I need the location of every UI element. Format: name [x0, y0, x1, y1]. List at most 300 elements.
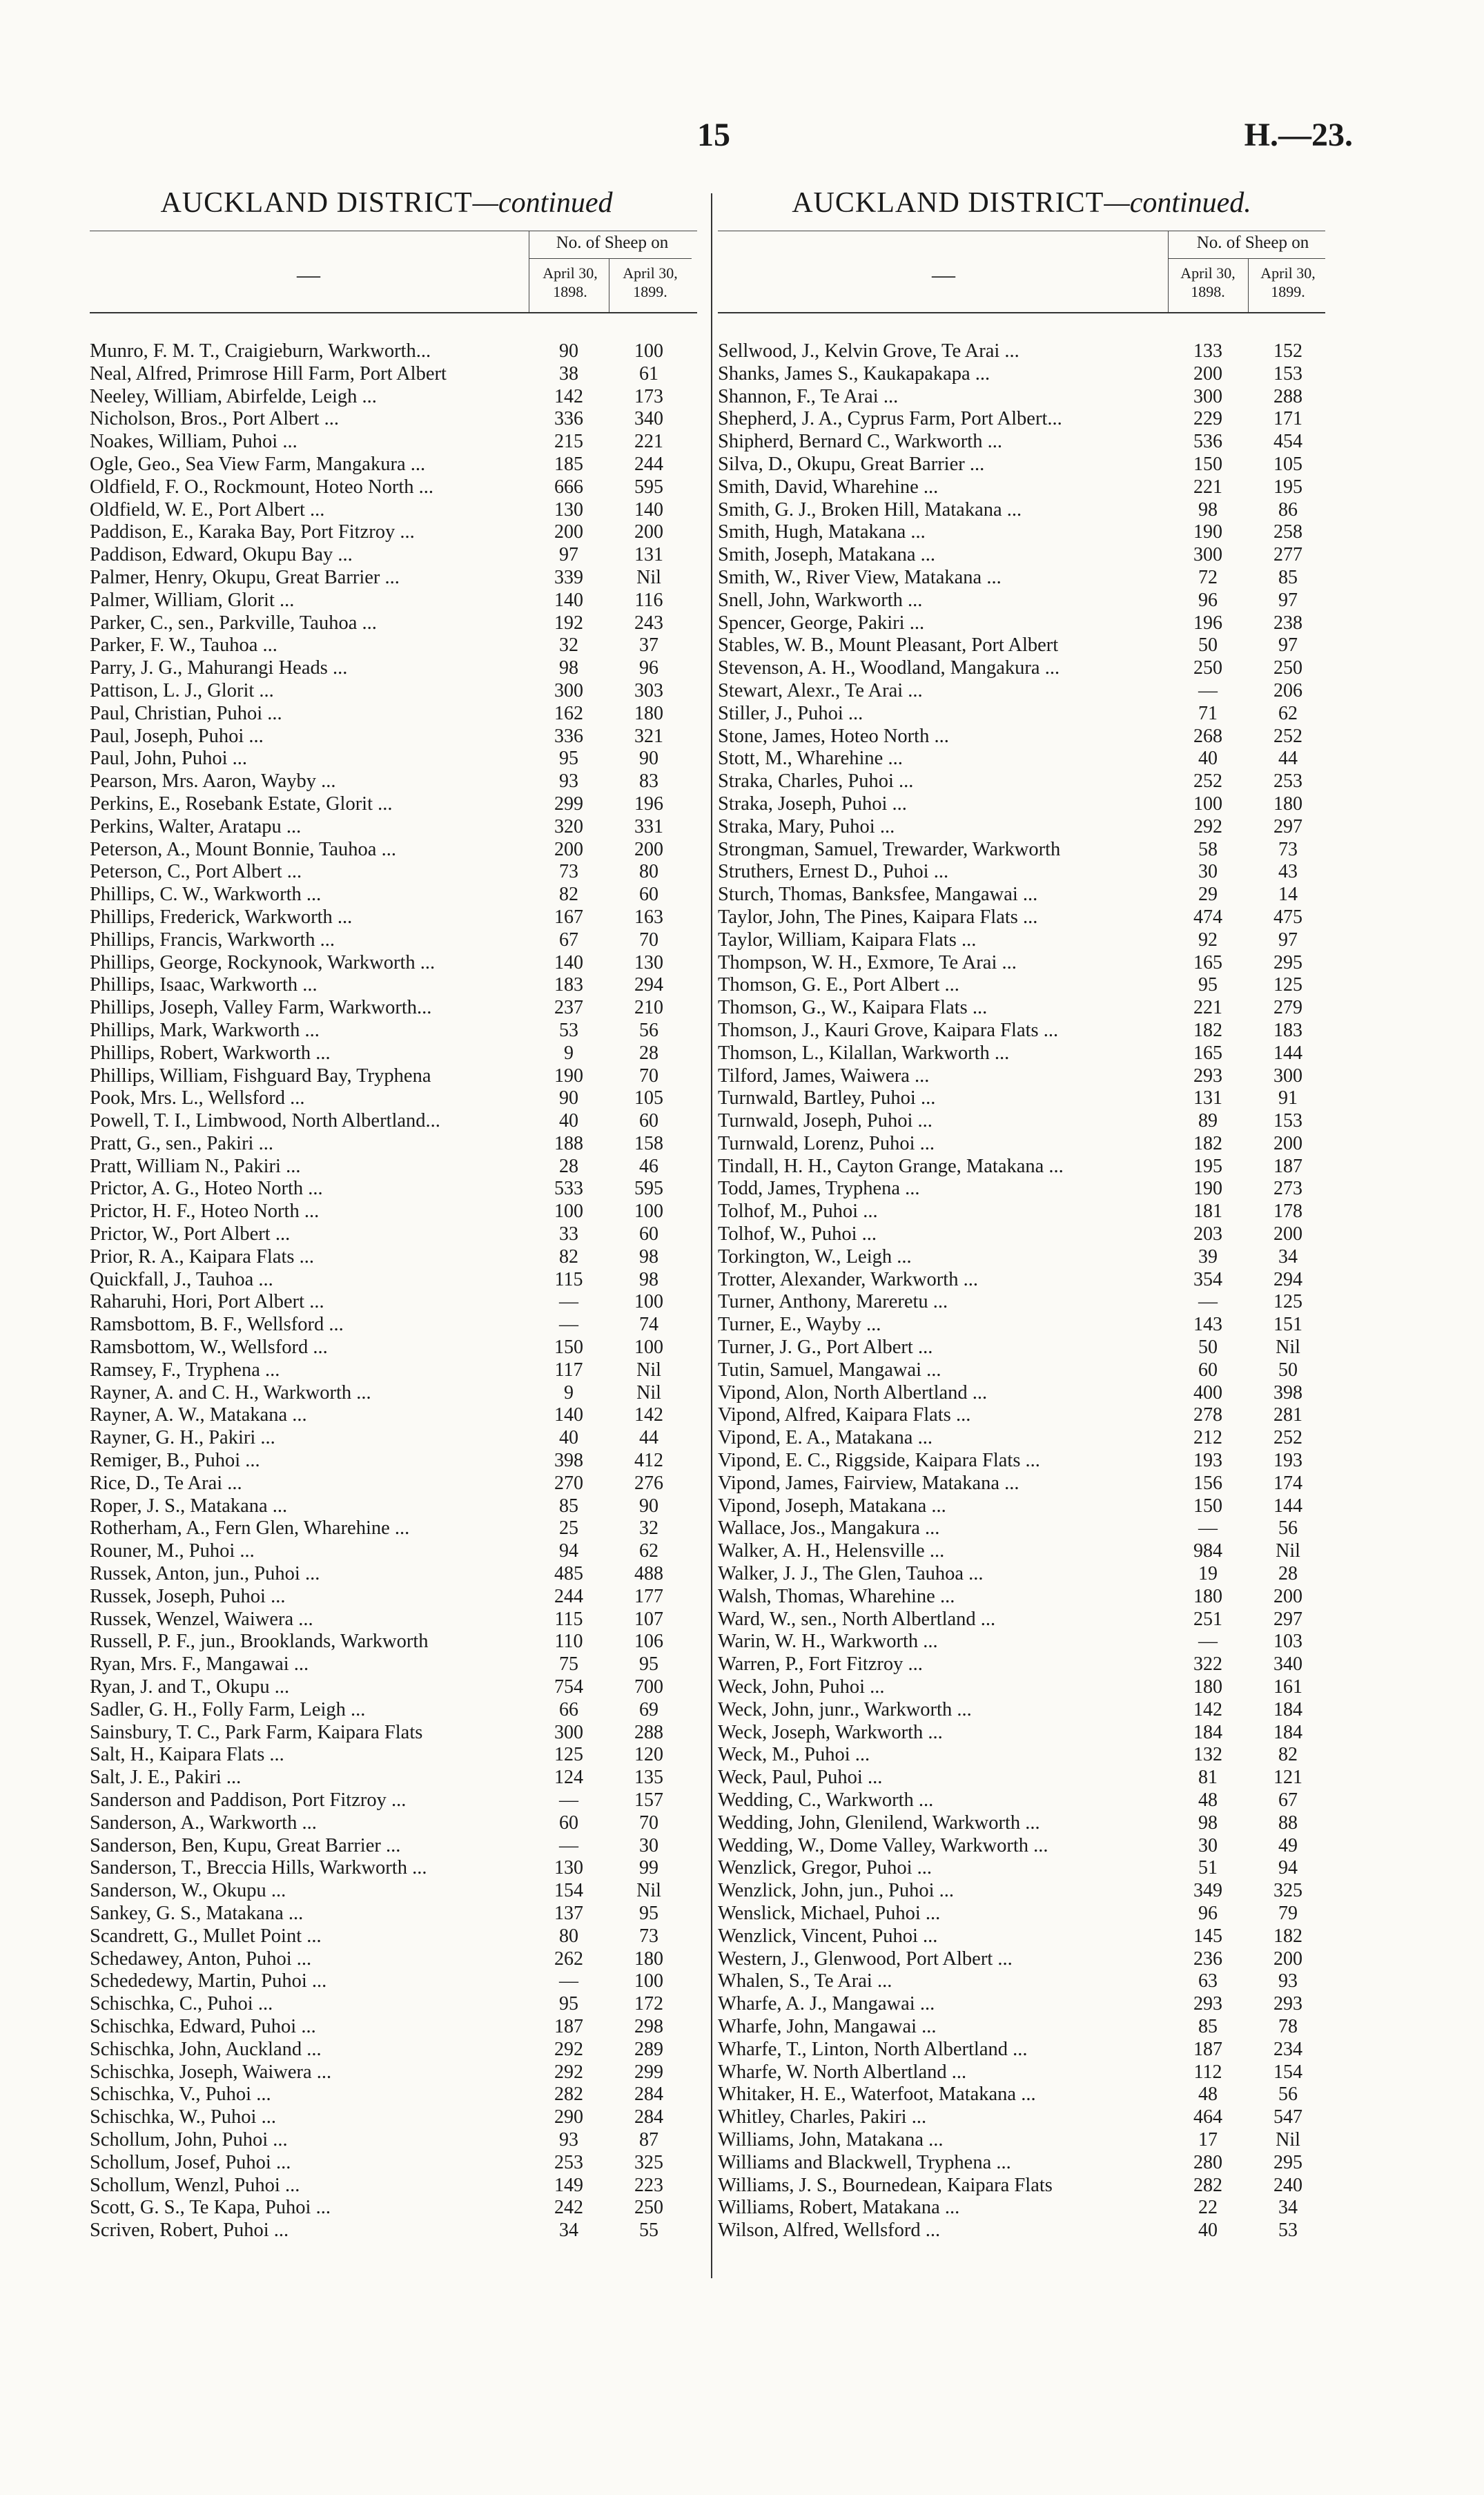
- sheep-1899: 321: [634, 725, 663, 747]
- owner-name: Whalen, S., Te Arai ...: [718, 1970, 892, 1992]
- sheep-1899: 325: [634, 2151, 663, 2173]
- sheep-1899: 70: [639, 1065, 658, 1087]
- sheep-1899: 288: [1273, 385, 1302, 407]
- sheep-1899: 195: [1273, 476, 1302, 498]
- sheep-1899: 243: [634, 612, 663, 634]
- sheep-1899: 100: [634, 1201, 663, 1223]
- sheep-1899: 325: [1273, 1880, 1302, 1902]
- owner-name: Ward, W., sen., North Albertland ...: [718, 1608, 996, 1630]
- sheep-1898: 293: [1193, 1065, 1222, 1087]
- owner-name: Russell, P. F., jun., Brooklands, Warkworth: [90, 1631, 429, 1653]
- sheep-1899: 475: [1273, 906, 1302, 928]
- sheep-1898: 190: [1193, 1178, 1222, 1200]
- sheep-1898: 39: [1198, 1245, 1218, 1268]
- sheep-1899: 99: [639, 1857, 658, 1879]
- sheep-1899: 34: [1278, 2197, 1298, 2219]
- owner-name: Smith, G. J., Broken Hill, Matakana ...: [718, 498, 1022, 521]
- sheep-1898: 73: [559, 861, 578, 883]
- sheep-1898: 984: [1193, 1540, 1222, 1562]
- owner-name: Raharuhi, Hori, Port Albert ...: [90, 1291, 324, 1313]
- sheep-1899: 184: [1273, 1698, 1302, 1720]
- owner-name: Parker, F. W., Tauhoa ...: [90, 634, 277, 657]
- sheep-1899: 252: [1273, 1427, 1302, 1449]
- owner-name: Todd, James, Tryphena ...: [718, 1178, 920, 1200]
- sheep-1899: 61: [639, 362, 658, 385]
- sheep-1899: 62: [1278, 702, 1298, 724]
- sheep-1898: 180: [1193, 1585, 1222, 1607]
- sheep-1898: —: [559, 1789, 578, 1811]
- sheep-1899: 83: [639, 770, 658, 793]
- owner-name: Thomson, G., W., Kaipara Flats ...: [718, 997, 988, 1019]
- owner-name: Ramsbottom, W., Wellsford ...: [90, 1337, 328, 1359]
- owner-name: Ogle, Geo., Sea View Farm, Mangakura ...: [90, 453, 426, 475]
- sheep-1898: 132: [1193, 1744, 1222, 1766]
- sheep-1899: 273: [1273, 1178, 1302, 1200]
- sheep-1899: 55: [639, 2220, 658, 2242]
- owner-name: Wedding, John, Glenilend, Warkworth ...: [718, 1812, 1040, 1834]
- owner-name: Schischka, C., Puhoi ...: [90, 1993, 273, 2015]
- owner-name: Weck, John, junr., Warkworth ...: [718, 1698, 972, 1720]
- sheep-1898: 17: [1198, 2128, 1218, 2151]
- year-1898-header: [530, 264, 610, 301]
- sheep-1899: 73: [1278, 838, 1298, 860]
- year-header-line: 1899.: [1271, 283, 1305, 300]
- sheep-1898: 354: [1193, 1268, 1222, 1290]
- sheep-1898: 48: [1198, 2084, 1218, 2106]
- owner-name: Wedding, W., Dome Valley, Warkworth ...: [718, 1834, 1048, 1856]
- owner-name: Salt, J. E., Pakiri ...: [90, 1767, 242, 1789]
- sheep-1898: —: [559, 1970, 578, 1992]
- owner-name: Tolhof, M., Puhoi ...: [718, 1201, 878, 1223]
- owner-name: Perkins, Walter, Aratapu ...: [90, 815, 302, 837]
- year-1899-header: [610, 264, 690, 301]
- sheep-1898: 200: [554, 521, 583, 543]
- owner-name: Prictor, W., Port Albert ...: [90, 1223, 291, 1245]
- owner-name: Palmer, Henry, Okupu, Great Barrier ...: [90, 566, 400, 588]
- sheep-1899: 135: [634, 1767, 663, 1789]
- sheep-1898: 38: [559, 362, 578, 385]
- sheep-1898: 188: [554, 1132, 583, 1154]
- sheep-1898: 200: [554, 838, 583, 860]
- sheep-1898: 336: [554, 725, 583, 747]
- owner-name: Vipond, Joseph, Matakana ...: [718, 1495, 946, 1517]
- sheep-1899: 295: [1273, 2151, 1302, 2173]
- sheep-1899: 60: [639, 1110, 658, 1132]
- sheep-1898: 50: [1198, 634, 1218, 657]
- sheep-1898: 533: [554, 1178, 583, 1200]
- sheep-1898: —: [1198, 1631, 1218, 1653]
- sheep-1898: 251: [1193, 1608, 1222, 1630]
- sheep-1898: 30: [1198, 861, 1218, 883]
- owner-name: Taylor, John, The Pines, Kaipara Flats ...: [718, 906, 1038, 928]
- sheep-1899: 44: [639, 1427, 658, 1449]
- sheep-1898: 60: [1198, 1359, 1218, 1381]
- owner-name: Schischka, W., Puhoi ...: [90, 2106, 276, 2128]
- sheep-1898: 95: [559, 748, 578, 770]
- sheep-1899: 488: [634, 1563, 663, 1585]
- owner-name: Paul, John, Puhoi ...: [90, 748, 248, 770]
- sheep-1899: 152: [1273, 340, 1302, 362]
- sheep-1898: 100: [1193, 793, 1222, 815]
- sheep-1898: 30: [1198, 1834, 1218, 1856]
- sheep-1898: 85: [559, 1495, 578, 1517]
- header-bottom-rule: [90, 312, 697, 313]
- owner-name: Turner, Anthony, Mareretu ...: [718, 1291, 948, 1313]
- owner-name: Noakes, William, Puhoi ...: [90, 431, 297, 453]
- sheep-1899: 180: [1273, 793, 1302, 815]
- sheep-1898: 229: [1193, 408, 1222, 430]
- sheep-1899: 69: [639, 1698, 658, 1720]
- owner-name: Munro, F. M. T., Craigieburn, Warkworth...: [90, 340, 431, 362]
- sheep-1898: 464: [1193, 2106, 1222, 2128]
- owner-name: Turnwald, Bartley, Puhoi ...: [718, 1087, 936, 1109]
- sheep-1899: 200: [634, 521, 663, 543]
- owner-name: Salt, H., Kaipara Flats ...: [90, 1744, 284, 1766]
- owner-name: Ryan, J. and T., Okupu ...: [90, 1676, 290, 1698]
- owner-name: Shanks, James S., Kaukapakapa ...: [718, 362, 990, 385]
- sheep-1899: 234: [1273, 2038, 1302, 2060]
- sheep-1898: 110: [554, 1631, 583, 1653]
- sheep-1899: 86: [1278, 498, 1298, 521]
- owner-name: Sanderson, A., Warkworth ...: [90, 1812, 317, 1834]
- sheep-1899: 295: [1273, 951, 1302, 973]
- sheep-1899: 56: [1278, 1517, 1298, 1540]
- sheep-1898: 40: [1198, 2220, 1218, 2242]
- sheep-1899: 240: [1273, 2174, 1302, 2196]
- owner-name: Wallace, Jos., Mangakura ...: [718, 1517, 940, 1540]
- owner-name: Phillips, C. W., Warkworth ...: [90, 884, 322, 906]
- sheep-1899: 37: [639, 634, 658, 657]
- sheep-1899: 82: [1278, 1744, 1298, 1766]
- owner-name: Phillips, Mark, Warkworth ...: [90, 1019, 320, 1041]
- owner-name: Stiller, J., Puhoi ...: [718, 702, 863, 724]
- sheep-1898: 181: [1193, 1201, 1222, 1223]
- sheep-1898: 154: [554, 1880, 583, 1902]
- sheep-1899: 87: [639, 2128, 658, 2151]
- sheep-1899: 163: [634, 906, 663, 928]
- sheep-1898: 32: [559, 634, 578, 657]
- sheep-1899: 178: [1273, 1201, 1302, 1223]
- sheep-1899: 60: [639, 884, 658, 906]
- sheep-1899: 180: [634, 702, 663, 724]
- sheep-1898: 150: [1193, 1495, 1222, 1517]
- sheep-1899: 253: [1273, 770, 1302, 793]
- owner-name: Phillips, Robert, Warkworth ...: [90, 1042, 331, 1064]
- owner-name: Torkington, W., Leigh ...: [718, 1245, 912, 1268]
- sheep-1899: 180: [634, 1948, 663, 1970]
- sheep-1899: 250: [634, 2197, 663, 2219]
- sheep-1899: 331: [634, 815, 663, 837]
- sheep-count-header: No. of Sheep on: [1196, 233, 1309, 252]
- sheep-1898: 221: [1193, 476, 1222, 498]
- sheep-1898: 95: [1198, 974, 1218, 996]
- sheep-1899: 97: [1278, 929, 1298, 951]
- sheep-1899: 154: [1273, 2061, 1302, 2083]
- owner-name: Whitaker, H. E., Waterfoot, Matakana ...: [718, 2084, 1036, 2106]
- sheep-1899: 174: [1273, 1472, 1302, 1494]
- sheep-1899: 125: [1273, 974, 1302, 996]
- sheep-1899: 161: [1273, 1676, 1302, 1698]
- sheep-1898: 262: [554, 1948, 583, 1970]
- sheep-1898: 137: [554, 1902, 583, 1924]
- sheep-1899: 107: [634, 1608, 663, 1630]
- sheep-1899: 30: [639, 1834, 658, 1856]
- owner-name: Weck, John, Puhoi ...: [718, 1676, 885, 1698]
- heading-text: AUCKLAND DISTRICT: [792, 187, 1104, 219]
- owner-name: Weck, Paul, Puhoi ...: [718, 1767, 883, 1789]
- sheep-1898: 268: [1193, 725, 1222, 747]
- sheep-1899: Nil: [1276, 2128, 1300, 2151]
- sheep-1898: 140: [554, 1404, 583, 1426]
- sheep-1898: 292: [1193, 815, 1222, 837]
- sheep-1899: 412: [634, 1450, 663, 1472]
- sheep-1898: 9: [564, 1042, 574, 1064]
- header-bottom-rule: [718, 312, 1325, 313]
- sheep-1899: Nil: [636, 1359, 661, 1381]
- sheep-1898: 250: [1193, 657, 1222, 679]
- sheep-1898: 130: [554, 498, 583, 521]
- sheep-1899: 73: [639, 1925, 658, 1947]
- sheep-1899: 298: [634, 2015, 663, 2037]
- sheep-1899: 93: [1278, 1970, 1298, 1992]
- sheep-1898: 242: [554, 2197, 583, 2219]
- sheep-1898: 236: [1193, 1948, 1222, 1970]
- owner-name: Schischka, Joseph, Waiwera ...: [90, 2061, 332, 2083]
- sheep-1899: 300: [1273, 1065, 1302, 1087]
- sheep-1898: 9: [564, 1381, 574, 1404]
- sheep-1898: 200: [1193, 362, 1222, 385]
- sheep-1898: 203: [1193, 1223, 1222, 1245]
- sheep-1899: 56: [1278, 2084, 1298, 2106]
- owner-name: Stott, M., Wharehine ...: [718, 748, 903, 770]
- owner-name: Phillips, Frederick, Warkworth ...: [90, 906, 353, 928]
- owner-name: Stewart, Alexr., Te Arai ...: [718, 679, 923, 701]
- sheep-1898: 474: [1193, 906, 1222, 928]
- owner-name: Pattison, L. J., Glorit ...: [90, 679, 274, 701]
- owner-name: Phillips, Joseph, Valley Farm, Warkworth...: [90, 997, 432, 1019]
- sheep-1898: 190: [1193, 521, 1222, 543]
- owner-name: Pratt, William N., Pakiri ...: [90, 1155, 301, 1177]
- owner-name: Tilford, James, Waiwera ...: [718, 1065, 930, 1087]
- heading-text: AUCKLAND DISTRICT: [160, 187, 473, 219]
- sheep-1899: 14: [1278, 884, 1298, 906]
- sheep-1898: 282: [1193, 2174, 1222, 2196]
- owner-name: Vipond, Alfred, Kaipara Flats ...: [718, 1404, 971, 1426]
- owner-name: Russek, Wenzel, Waiwera ...: [90, 1608, 313, 1630]
- sheep-1899: 547: [1273, 2106, 1302, 2128]
- sheep-1898: 349: [1193, 1880, 1222, 1902]
- sheep-1899: 100: [634, 1291, 663, 1313]
- owner-name: Rayner, A. and C. H., Warkworth ...: [90, 1381, 371, 1404]
- sheep-1898: 58: [1198, 838, 1218, 860]
- sheep-1898: 167: [554, 906, 583, 928]
- sheep-1898: —: [1198, 1517, 1218, 1540]
- owner-name: Scriven, Robert, Puhoi ...: [90, 2220, 289, 2242]
- owner-name: Paddison, Edward, Okupu Bay ...: [90, 544, 353, 566]
- sheep-1898: 98: [559, 657, 578, 679]
- sheep-1899: 67: [1278, 1789, 1298, 1811]
- owner-name: Turnwald, Lorenz, Puhoi ...: [718, 1132, 935, 1154]
- owner-name: Schollum, Wenzl, Puhoi ...: [90, 2174, 300, 2196]
- sheep-1898: —: [559, 1291, 578, 1313]
- sheep-1899: 98: [639, 1245, 658, 1268]
- sheep-1899: 70: [639, 1812, 658, 1834]
- sheep-1898: 95: [559, 1993, 578, 2015]
- owner-name: Silva, D., Okupu, Great Barrier ...: [718, 453, 985, 475]
- sheep-1899: 200: [1273, 1223, 1302, 1245]
- owner-name: Stables, W. B., Mount Pleasant, Port Albert: [718, 634, 1059, 657]
- owner-name: Tolhof, W., Puhoi ...: [718, 1223, 877, 1245]
- sheep-1898: 130: [554, 1857, 583, 1879]
- sheep-1899: 100: [634, 1337, 663, 1359]
- sheep-1898: 252: [1193, 770, 1222, 793]
- sheep-1899: 340: [1273, 1653, 1302, 1676]
- sheep-1899: 258: [1273, 521, 1302, 543]
- sheep-1899: 28: [1278, 1563, 1298, 1585]
- owner-name: Tutin, Samuel, Mangawai ...: [718, 1359, 941, 1381]
- sheep-1898: 140: [554, 951, 583, 973]
- sheep-1898: 94: [559, 1540, 578, 1562]
- sheep-1899: 97: [1278, 634, 1298, 657]
- sheep-1898: 92: [1198, 929, 1218, 951]
- sheep-1899: 221: [634, 431, 663, 453]
- sheep-1898: —: [1198, 1291, 1218, 1313]
- owner-name: Rayner, G. H., Pakiri ...: [90, 1427, 275, 1449]
- sheep-1899: 79: [1278, 1902, 1298, 1924]
- sheep-1899: 130: [634, 951, 663, 973]
- sheep-1898: 244: [554, 1585, 583, 1607]
- sheep-1898: 60: [559, 1812, 578, 1834]
- sheep-1898: 299: [554, 793, 583, 815]
- owner-name: Stone, James, Hoteo North ...: [718, 725, 949, 747]
- owner-name: Warin, W. H., Warkworth ...: [718, 1631, 938, 1653]
- owner-name: Vipond, E. C., Riggside, Kaipara Flats ...: [718, 1450, 1040, 1472]
- owner-name: Williams and Blackwell, Tryphena ...: [718, 2151, 1011, 2173]
- sheep-1899: 153: [1273, 362, 1302, 385]
- sheep-1898: 162: [554, 702, 583, 724]
- owner-name: Wharfe, W. North Albertland ...: [718, 2061, 967, 2083]
- year-header-line: 1898.: [553, 283, 587, 300]
- sheep-1899: 70: [639, 929, 658, 951]
- report-code: H.—23.: [1244, 117, 1353, 153]
- sheep-1898: 19: [1198, 1563, 1218, 1585]
- owner-name: Turnwald, Joseph, Puhoi ...: [718, 1110, 933, 1132]
- page-number: 15: [697, 117, 730, 153]
- sheep-1898: 71: [1198, 702, 1218, 724]
- year-header-line: 1898.: [1191, 283, 1225, 300]
- owner-name: Remiger, B., Puhoi ...: [90, 1450, 260, 1472]
- owner-name: Wharfe, A. J., Mangawai ...: [718, 1993, 935, 2015]
- owner-name: Schischka, V., Puhoi ...: [90, 2084, 271, 2106]
- sheep-1899: Nil: [1276, 1337, 1300, 1359]
- sheep-count-header: No. of Sheep on: [556, 233, 669, 252]
- sheep-1898: 253: [554, 2151, 583, 2173]
- sheep-1898: 72: [1198, 566, 1218, 588]
- owner-name: Wenzlick, John, jun., Puhoi ...: [718, 1880, 955, 1902]
- sheep-1899: 131: [634, 544, 663, 566]
- owner-name: Wenzlick, Vincent, Puhoi ...: [718, 1925, 938, 1947]
- sheep-1898: 89: [1198, 1110, 1218, 1132]
- owner-name: Sainsbury, T. C., Park Farm, Kaipara Flats: [90, 1721, 423, 1743]
- sheep-1899: 210: [634, 997, 663, 1019]
- sheep-1898: 96: [1198, 1902, 1218, 1924]
- sheep-1898: 322: [1193, 1653, 1222, 1676]
- sheep-1898: 336: [554, 408, 583, 430]
- owner-name: Straka, Joseph, Puhoi ...: [718, 793, 907, 815]
- district-heading: [83, 186, 690, 220]
- sheep-1898: 82: [559, 1245, 578, 1268]
- owner-name: Sanderson, W., Okupu ...: [90, 1880, 286, 1902]
- owner-name: Walker, J. J., The Glen, Tauhoa ...: [718, 1563, 984, 1585]
- owner-name: Prictor, A. G., Hoteo North ...: [90, 1178, 323, 1200]
- sheep-1898: 93: [559, 2128, 578, 2151]
- owner-name: Pook, Mrs. L., Wellsford ...: [90, 1087, 305, 1109]
- sheep-1898: 97: [559, 544, 578, 566]
- sheep-1899: 340: [634, 408, 663, 430]
- owner-name: Paul, Joseph, Puhoi ...: [90, 725, 264, 747]
- sheep-1899: 293: [1273, 1993, 1302, 2015]
- sheep-1899: 46: [639, 1155, 658, 1177]
- sheep-1898: 117: [554, 1359, 583, 1381]
- sheep-1899: 44: [1278, 748, 1298, 770]
- sheep-1898: 293: [1193, 1993, 1222, 2015]
- sheep-1898: 398: [554, 1450, 583, 1472]
- owner-name: Schollum, Josef, Puhoi ...: [90, 2151, 291, 2173]
- sheep-1899: 116: [634, 589, 663, 611]
- sheep-1899: 244: [634, 453, 663, 475]
- owner-name: Prior, R. A., Kaipara Flats ...: [90, 1245, 314, 1268]
- owner-name: Shipherd, Bernard C., Warkworth ...: [718, 431, 1002, 453]
- sheep-1899: 200: [1273, 1132, 1302, 1154]
- owner-name: Schedawey, Anton, Puhoi ...: [90, 1948, 312, 1970]
- owner-name: Sadler, G. H., Folly Farm, Leigh ...: [90, 1698, 366, 1720]
- sheep-1899: 595: [634, 476, 663, 498]
- owner-name: Powell, T. I., Limbwood, North Albertland...: [90, 1110, 440, 1132]
- sheep-1899: 184: [1273, 1721, 1302, 1743]
- sheep-1899: 32: [639, 1517, 658, 1540]
- owner-name: Vipond, James, Fairview, Matakana ...: [718, 1472, 1019, 1494]
- sheep-1898: 100: [554, 1201, 583, 1223]
- sheep-1899: 49: [1278, 1834, 1298, 1856]
- sheep-1898: 142: [1193, 1698, 1222, 1720]
- sheep-1899: 144: [1273, 1042, 1302, 1064]
- sheep-1898: 149: [554, 2174, 583, 2196]
- owner-name: Smith, Joseph, Matakana ...: [718, 544, 936, 566]
- owner-name: Sankey, G. S., Matakana ...: [90, 1902, 304, 1924]
- sheep-1899: 284: [634, 2084, 663, 2106]
- sheep-1898: 215: [554, 431, 583, 453]
- sheep-1898: 180: [1193, 1676, 1222, 1698]
- owner-name: Rouner, M., Puhoi ...: [90, 1540, 255, 1562]
- owner-name: Strongman, Samuel, Trewarder, Warkworth: [718, 838, 1061, 860]
- sheep-1899: 97: [1278, 589, 1298, 611]
- sheep-1898: 50: [1198, 1337, 1218, 1359]
- sheep-1899: 100: [634, 1970, 663, 1992]
- sheep-1899: 299: [634, 2061, 663, 2083]
- owner-name: Schollum, John, Puhoi ...: [90, 2128, 288, 2151]
- sheep-1899: 177: [634, 1585, 663, 1607]
- sheep-1899: 158: [634, 1132, 663, 1154]
- owner-name: Wenslick, Michael, Puhoi ...: [718, 1902, 941, 1924]
- sheep-1898: 150: [1193, 453, 1222, 475]
- sheep-1899: 90: [639, 748, 658, 770]
- owner-name: Williams, J. S., Bournedean, Kaipara Flats: [718, 2174, 1053, 2196]
- sheep-1898: 98: [1198, 498, 1218, 521]
- owner-name: Shepherd, J. A., Cyprus Farm, Port Albert...: [718, 408, 1062, 430]
- sheep-1898: 183: [554, 974, 583, 996]
- sheep-1898: 237: [554, 997, 583, 1019]
- sheep-1899: 398: [1273, 1381, 1302, 1404]
